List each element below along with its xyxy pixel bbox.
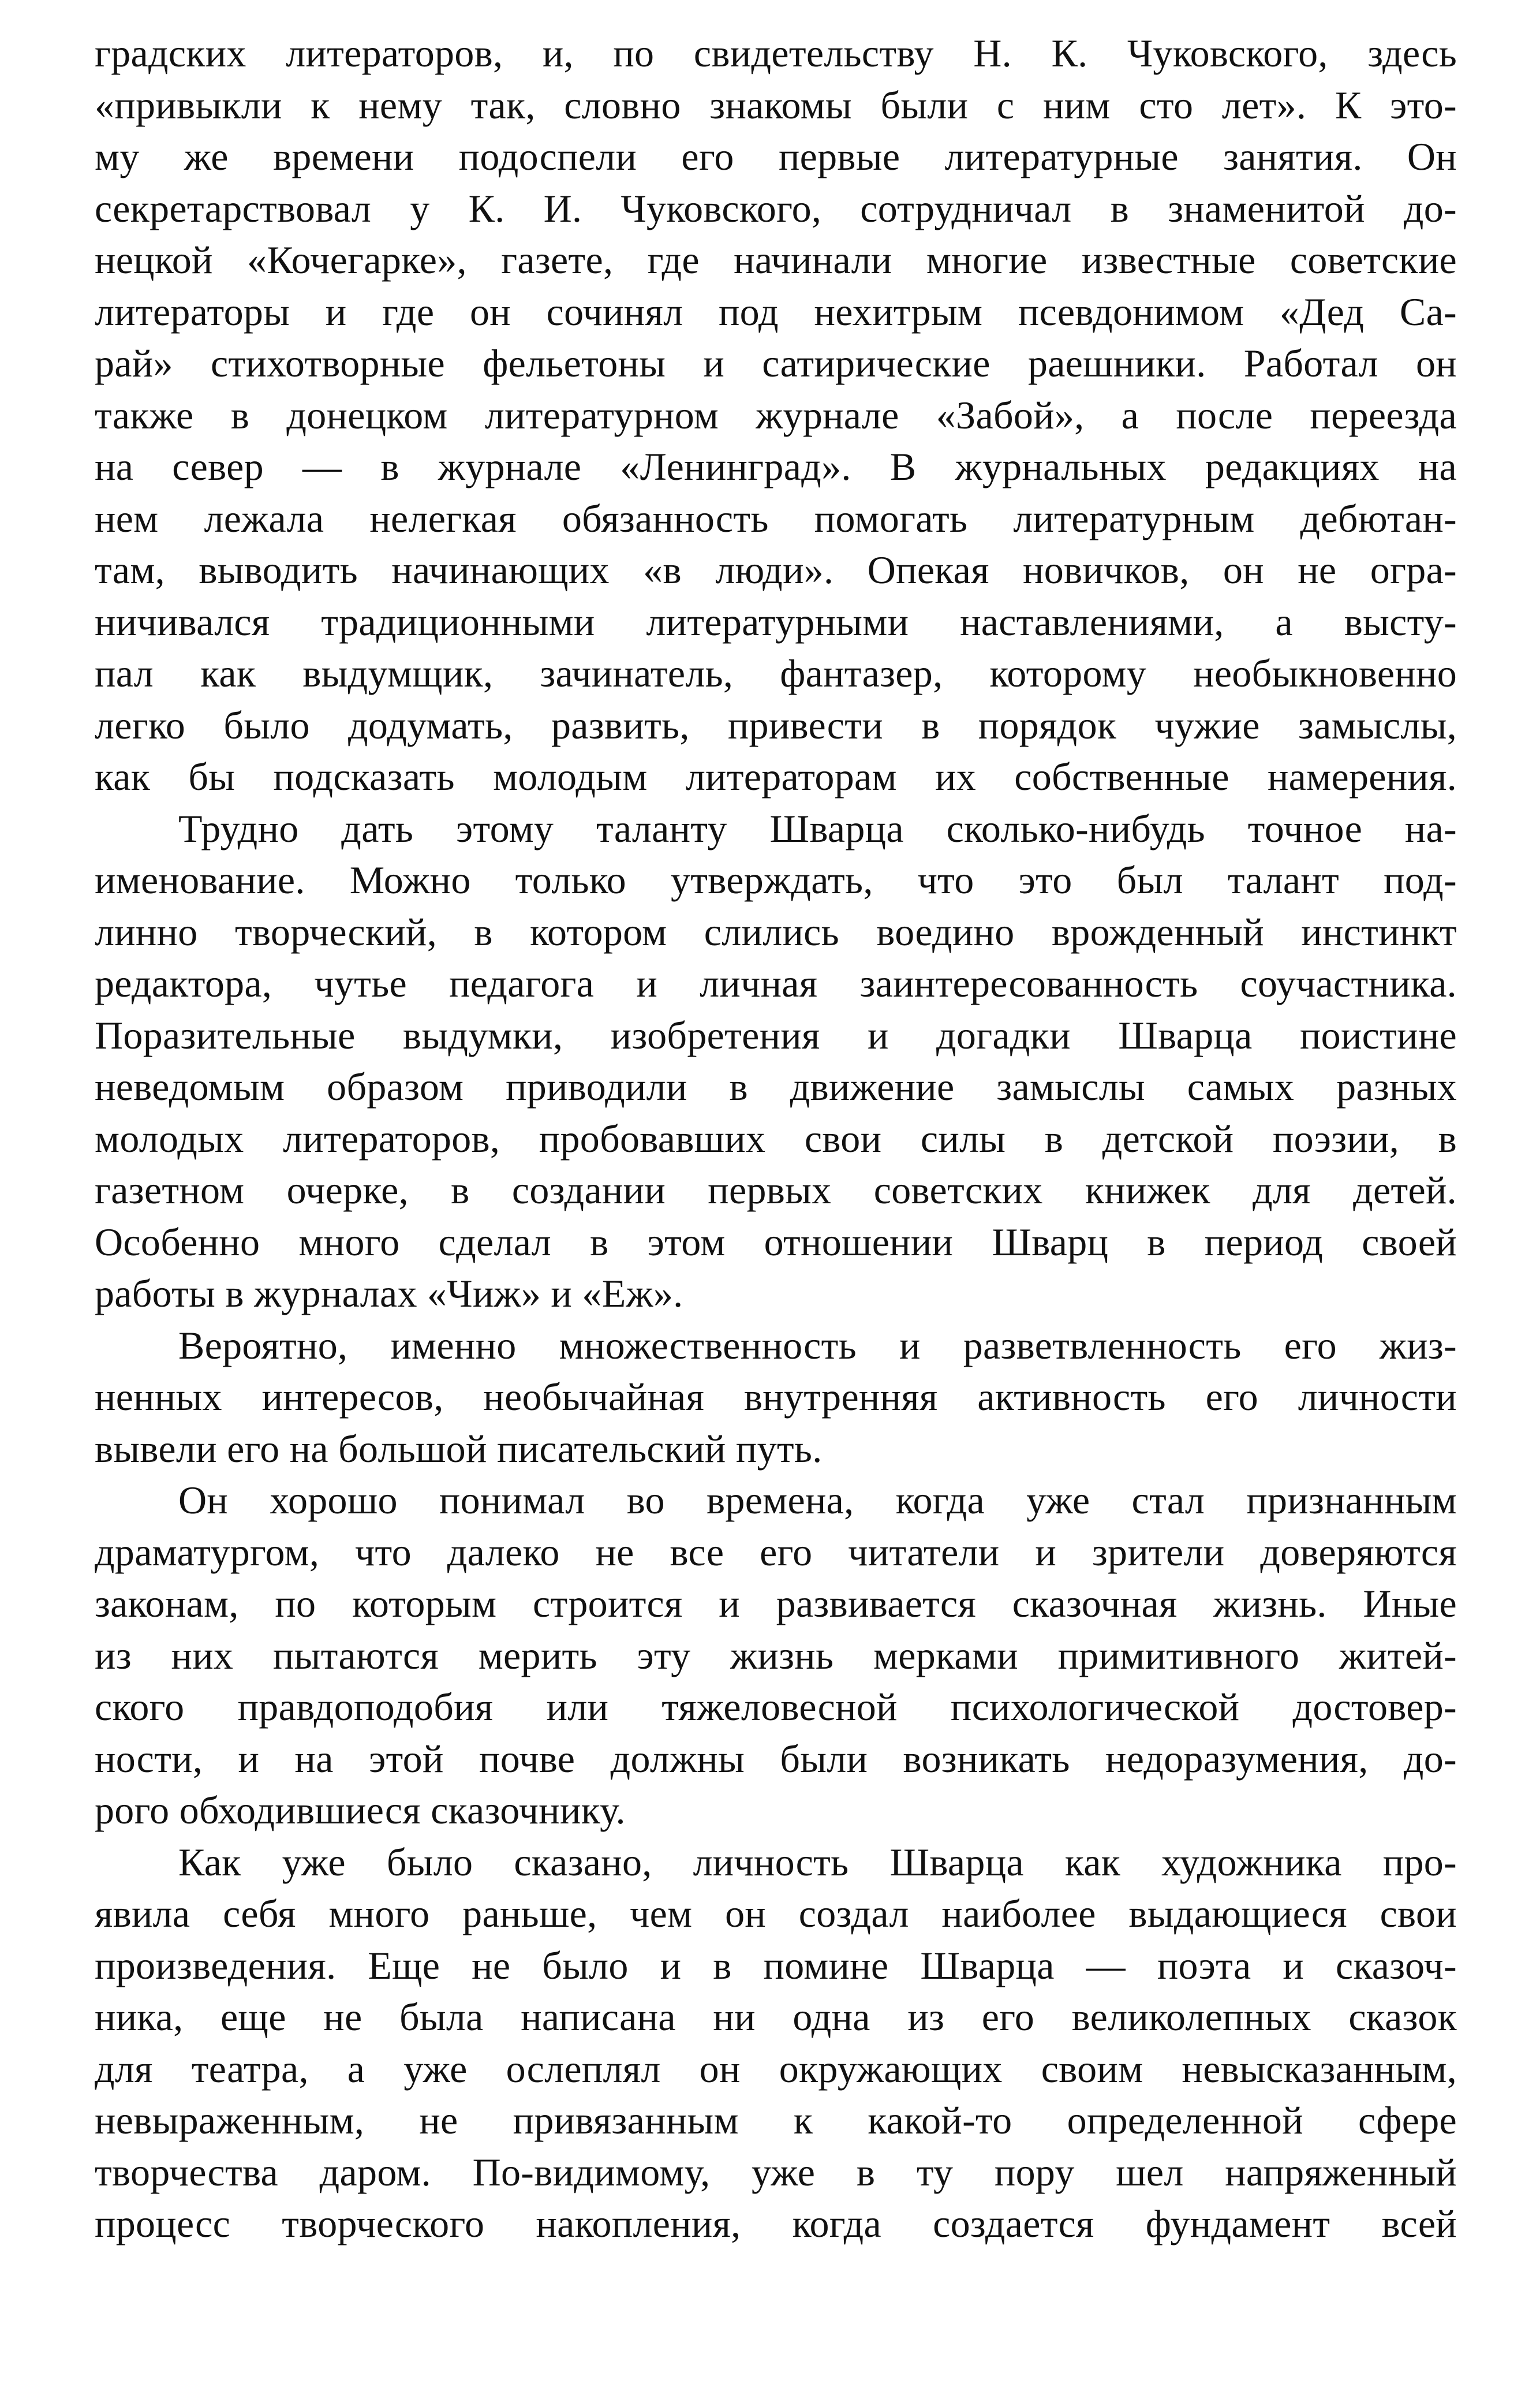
text-line: вывели его на большой писательский путь.: [95, 1426, 823, 1471]
text-line: редактора, чутье педагога и личная заинтересованность соучастника.: [95, 961, 1457, 1005]
text-line: работы в журналах «Чиж» и «Еж».: [95, 1271, 683, 1315]
text-line: там, выводить начинающих «в люди». Опекая новичков, он не огра-: [95, 548, 1457, 592]
text-line: литераторы и где он сочинял под нехитрым псевдонимом «Дед Са-: [95, 289, 1457, 334]
text-line: рого обходившиеся сказочнику.: [95, 1788, 626, 1832]
text-line: Особенно много сделал в этом отношении Шварц в период своей: [95, 1219, 1457, 1264]
text-line: Как уже было сказано, личность Шварца как художника про-: [178, 1840, 1457, 1884]
text-line: му же времени подоспели его первые литературные занятия. Он: [95, 135, 1457, 178]
text-line: для театра, а уже ослеплял он окружающих своим невысказанным,: [95, 2046, 1457, 2091]
paragraph-5: [95, 1837, 1457, 2250]
book-page: [95, 28, 1457, 2250]
text-line: драматургом, что далеко не все его читатели и зрители доверяются: [95, 1530, 1457, 1574]
paragraph-3: [95, 1320, 1457, 1475]
text-line: нецкой «Кочегарке», газете, где начинали многие известные советские: [95, 238, 1457, 282]
text-line: градских литераторов, и, по свидетельству Н. К. Чуковского, здесь: [95, 31, 1457, 75]
text-line: творчества даром. По-видимому, уже в ту пору шел напряженный: [95, 2150, 1457, 2194]
text-line: «привыкли к нему так, словно знакомы были с ним сто лет». К это-: [95, 83, 1457, 127]
text-line: Трудно дать этому таланту Шварца сколько-нибудь точное на-: [178, 806, 1457, 851]
text-line: ности, и на этой почве должны были возникать недоразумения, до-: [95, 1736, 1457, 1781]
text-line: ничивался традиционными литературными наставлениями, а высту-: [95, 599, 1457, 644]
text-line: именование. Можно только утверждать, что это был талант под-: [95, 858, 1457, 902]
text-line: ника, еще не была написана ни одна из его великолепных сказок: [95, 1995, 1457, 2039]
text-line: законам, по которым строится и развивается сказочная жизнь. Иные: [95, 1581, 1457, 1625]
text-line: как бы подсказать молодым литераторам их собственные намерения.: [95, 755, 1457, 799]
text-line: произведения. Еще не было и в помине Шварца — поэта и сказоч-: [95, 1943, 1457, 1987]
text-line: невыраженным, не привязанным к какой-то определенной сфере: [95, 2098, 1457, 2142]
text-line: пал как выдумщик, зачинатель, фантазер, которому необыкновенно: [95, 651, 1457, 695]
text-line: процесс творческого накопления, когда создается фундамент всей: [95, 2202, 1457, 2245]
text-line: явила себя много раньше, чем он создал наиболее выдающиеся свои: [95, 1892, 1457, 1935]
paragraph-1: [95, 28, 1457, 803]
text-line: Поразительные выдумки, изобретения и догадки Шварца поистине: [95, 1013, 1457, 1057]
text-line: молодых литераторов, пробовавших свои силы в детской поэзии, в: [95, 1116, 1457, 1161]
text-line: Он хорошо понимал во времена, когда уже стал признанным: [178, 1478, 1457, 1522]
text-line: газетном очерке, в создании первых советских книжек для детей.: [95, 1168, 1457, 1212]
text-line: также в донецком литературном журнале «Забой», а после переезда: [95, 393, 1457, 437]
text-line: секретарствовал у К. И. Чуковского, сотрудничал в знаменитой до-: [95, 186, 1457, 230]
text-line: нем лежала нелегкая обязанность помогать литературным дебютан-: [95, 496, 1457, 540]
text-line: ненных интересов, необычайная внутренняя активность его личности: [95, 1375, 1457, 1419]
text-line: легко было додумать, развить, привести в порядок чужие замыслы,: [95, 703, 1457, 747]
text-line: на север — в журнале «Ленинград». В журнальных редакциях на: [95, 445, 1457, 488]
text-line: из них пытаются мерить эту жизнь мерками примитивного житей-: [95, 1633, 1457, 1677]
text-line: неведомым образом приводили в движение замыслы самых разных: [95, 1065, 1457, 1109]
text-line: линно творческий, в котором слились воедино врожденный инстинкт: [95, 909, 1457, 954]
text-line: ского правдоподобия или тяжеловесной психологической достовер-: [95, 1685, 1457, 1729]
text-line: Вероятно, именно множественность и разветвленность его жиз-: [178, 1323, 1457, 1367]
paragraph-2: [95, 803, 1457, 1320]
text-line: рай» стихотворные фельетоны и сатирические раешники. Работал он: [95, 341, 1457, 385]
paragraph-4: [95, 1475, 1457, 1837]
